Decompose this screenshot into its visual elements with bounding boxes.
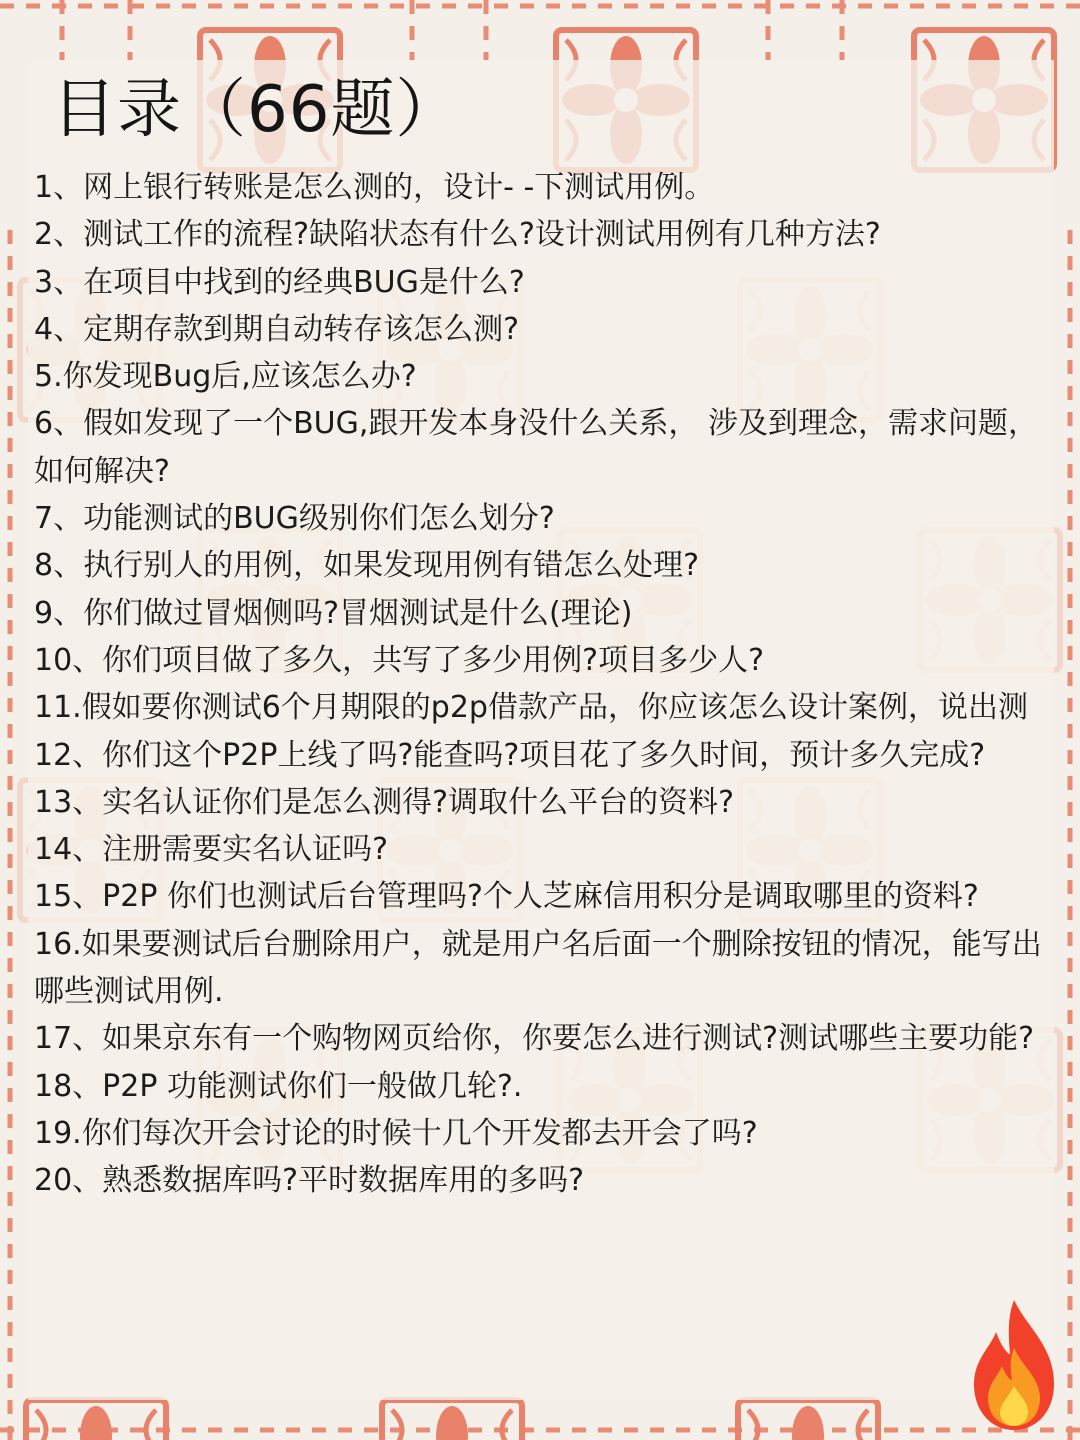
list-item: 4、定期存款到期自动转存该怎么测? bbox=[34, 311, 520, 347]
list-item: 8、执行别人的用例，如果发现用例有错怎么处理? bbox=[34, 548, 700, 584]
list-item: 6、假如发现了一个BUG,跟开发本身没什么关系， 涉及到理念，需求问题， 如何解决? bbox=[34, 406, 1038, 489]
list-item: 18、P2P 功能测试你们一般做几轮?. bbox=[34, 1068, 523, 1104]
list-item: 9、你们做过冒烟侧吗?冒烟测试是什么(理论) bbox=[34, 595, 633, 631]
list-item: 14、注册需要实名认证吗? bbox=[34, 832, 389, 868]
fire-icon bbox=[968, 1296, 1060, 1434]
list-item: 1、网上银行转账是怎么测的，设计- -下测试用例。 bbox=[34, 170, 715, 205]
list-item: 17、如果京东有一个购物网页给你，你要怎么进行测试?测试哪些主要功能? bbox=[34, 1021, 1035, 1057]
list-item: 15、P2P 你们也测试后台管理吗?个人芝麻信用积分是调取哪里的资料? bbox=[34, 879, 979, 915]
list-item: 2、测试工作的流程?缺陷状态有什么?设计测试用例有几种方法? bbox=[34, 217, 881, 253]
list-item: 12、你们这个P2P上线了吗?能查吗?项目花了多久时间，预计多久完成? bbox=[34, 737, 986, 773]
list-item: 11.假如要你测试6个月期限的p2p借款产品，你应该怎么设计案例，说出测 bbox=[34, 690, 1028, 726]
list-item: 16.如果要测试后台删除用户，就是用户名后面一个删除按钮的情况，能写出哪些测试用例. bbox=[34, 926, 1042, 1010]
list-item: 5.你发现Bug后,应该怎么办? bbox=[34, 359, 417, 395]
list-item: 13、实名认证你们是怎么测得?调取什么平台的资料? bbox=[34, 784, 735, 820]
list-item: 10、你们项目做了多久，共写了多少用例?项目多少人? bbox=[34, 642, 765, 678]
list-item: 7、功能测试的BUG级别你们怎么划分? bbox=[34, 501, 555, 537]
list-item: 3、在项目中找到的经典BUG是什么? bbox=[34, 264, 525, 300]
list-item: 20、熟悉数据库吗?平时数据库用的多吗? bbox=[34, 1163, 585, 1199]
page-title: 目录（66题） bbox=[52, 73, 461, 147]
list-item: 19.你们每次开会讨论的时候十几个开发都去开会了吗? bbox=[34, 1115, 758, 1151]
question-list bbox=[34, 164, 1050, 1205]
